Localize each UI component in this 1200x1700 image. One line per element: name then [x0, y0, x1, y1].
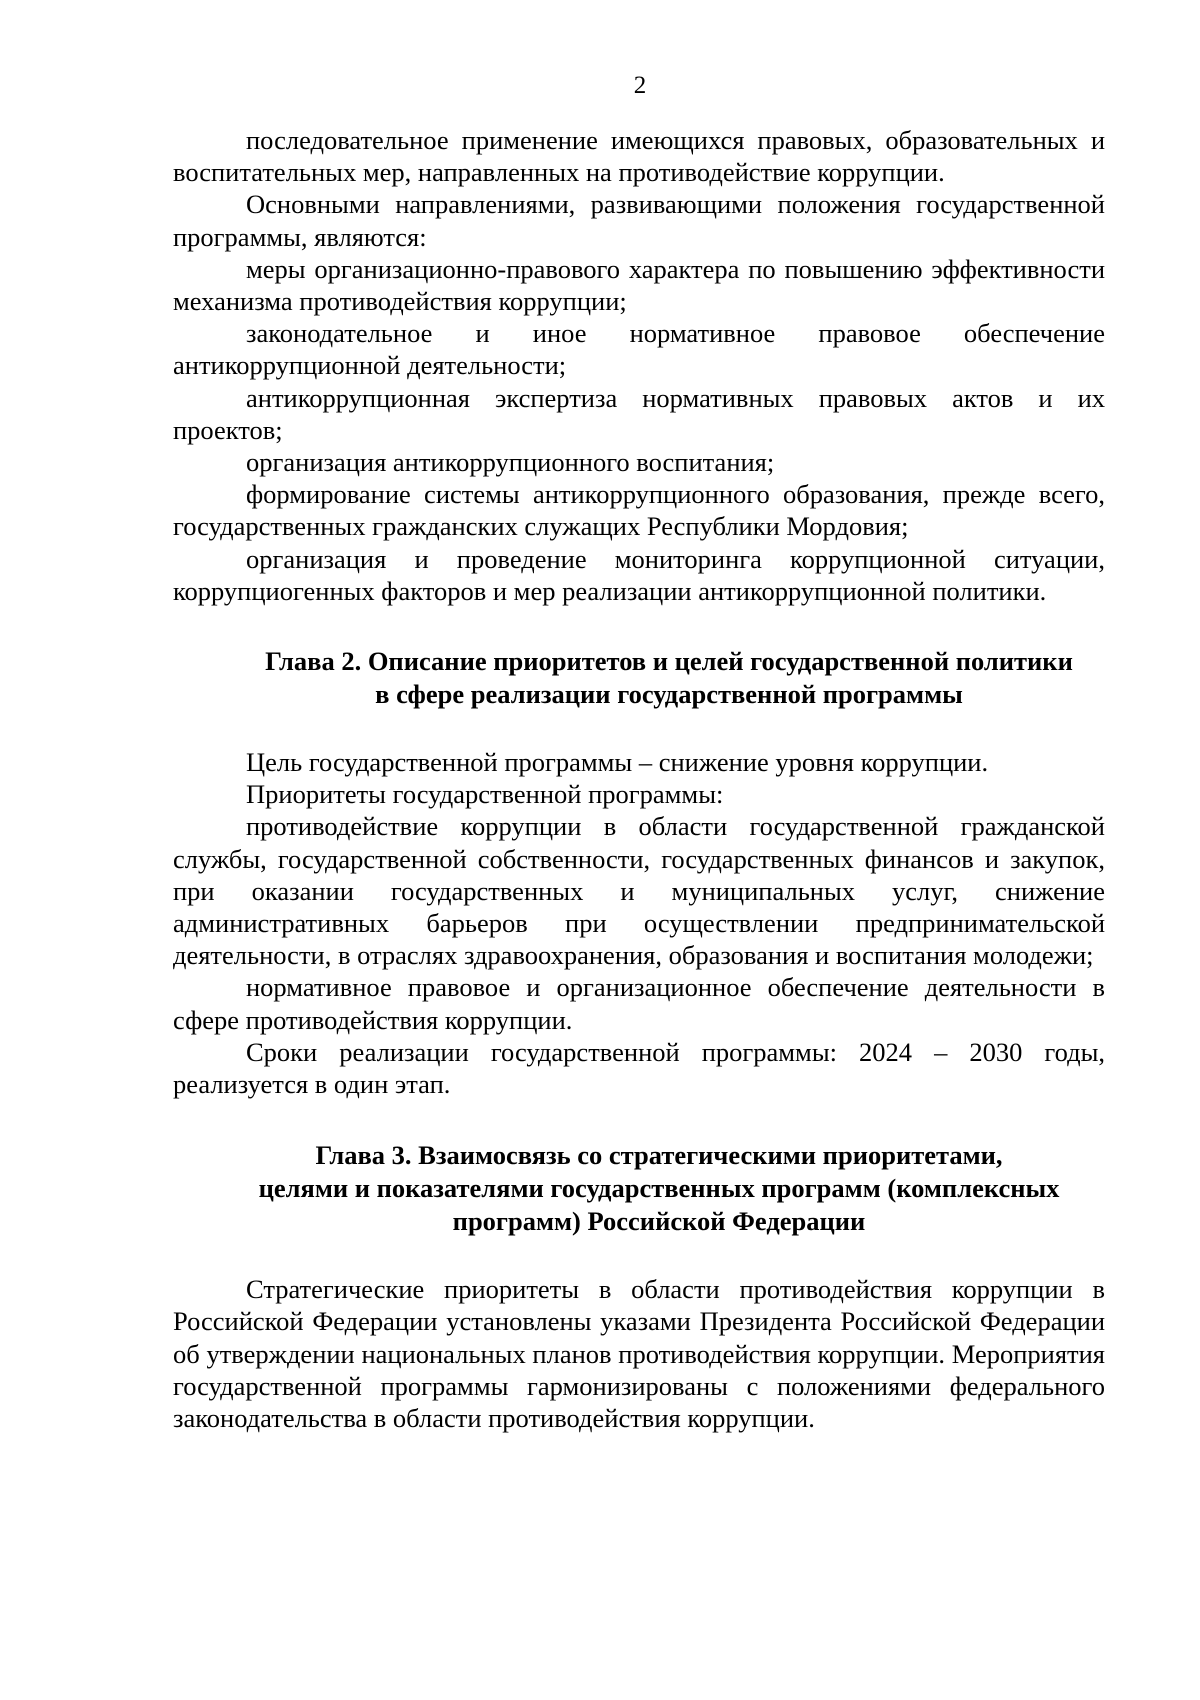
chapter-3-heading [173, 1139, 1105, 1238]
list-item-paragraph: формирование системы антикоррупционного образования, прежде всего, государственных гражданских служащих Республики Мордовия; [173, 479, 1105, 542]
page-number: 2 [633, 72, 647, 99]
list-item-paragraph: организация антикоррупционного воспитания; [246, 447, 775, 478]
list-item-paragraph: нормативное правовое и организационное обеспечение деятельности в сфере противодействия коррупции. [173, 972, 1105, 1035]
chapter-3-heading-line: программ) Российской Федерации [452, 1206, 866, 1237]
body-paragraph: Основными направлениями, развивающими положения государственной программы, являются: [173, 189, 1105, 252]
document-body [173, 124, 1105, 1434]
list-item-paragraph: законодательное и иное нормативное правовое обеспечение антикоррупционной деятельности; [173, 318, 1105, 381]
chapter-2-heading [173, 645, 1105, 711]
list-item-paragraph: антикоррупционная экспертиза нормативных правовых актов и их проектов; [173, 382, 1105, 445]
list-item-paragraph: меры организационно-правового характера по повышению эффективности механизма противодействия коррупции; [173, 253, 1105, 317]
list-item-paragraph: организация и проведение мониторинга коррупционной ситуации, коррупциогенных факторов и мер реализации антикоррупционной политики. [173, 543, 1105, 606]
chapter-2-heading-line: Глава 2. Описание приоритетов и целей государственной политики [265, 646, 1073, 677]
body-paragraph: Сроки реализации государственной программы: 2024 – 2030 годы, реализуется в один этап. [173, 1036, 1105, 1100]
chapter-3-heading-line: целями и показателями государственных программ (комплексных [258, 1173, 1060, 1204]
chapter-3-heading-line: Глава 3. Взаимосвязь со стратегическими приоритетами, [315, 1140, 1003, 1171]
body-paragraph: Цель государственной программы – снижение уровня коррупции. [246, 747, 989, 778]
list-item-paragraph: противодействие коррупции в области государственной гражданской службы, государственной собственности, государственных финансов и закупок, при оказании государственных и муниципальных услуг, снижение административных барьеров при осуществлении предпринимательской деятельности, в отраслях здравоохранения, образования и воспитания молодежи; [173, 811, 1105, 971]
body-paragraph: Приоритеты государственной программы: [246, 779, 724, 810]
body-paragraph: Стратегические приоритеты в области противодействия коррупции в Российской Федерации установлены указами Президента Российской Федерации об утверждении национальных планов противодействия коррупции. Мероприятия государственной программы гармонизированы с положениями федерального законодательства в области противодействия коррупции. [173, 1274, 1105, 1434]
body-paragraph: последовательное применение имеющихся правовых, образовательных и воспитательных мер, направленных на противодействие коррупции. [173, 125, 1105, 188]
chapter-2-heading-line: в сфере реализации государственной программы [375, 679, 963, 710]
